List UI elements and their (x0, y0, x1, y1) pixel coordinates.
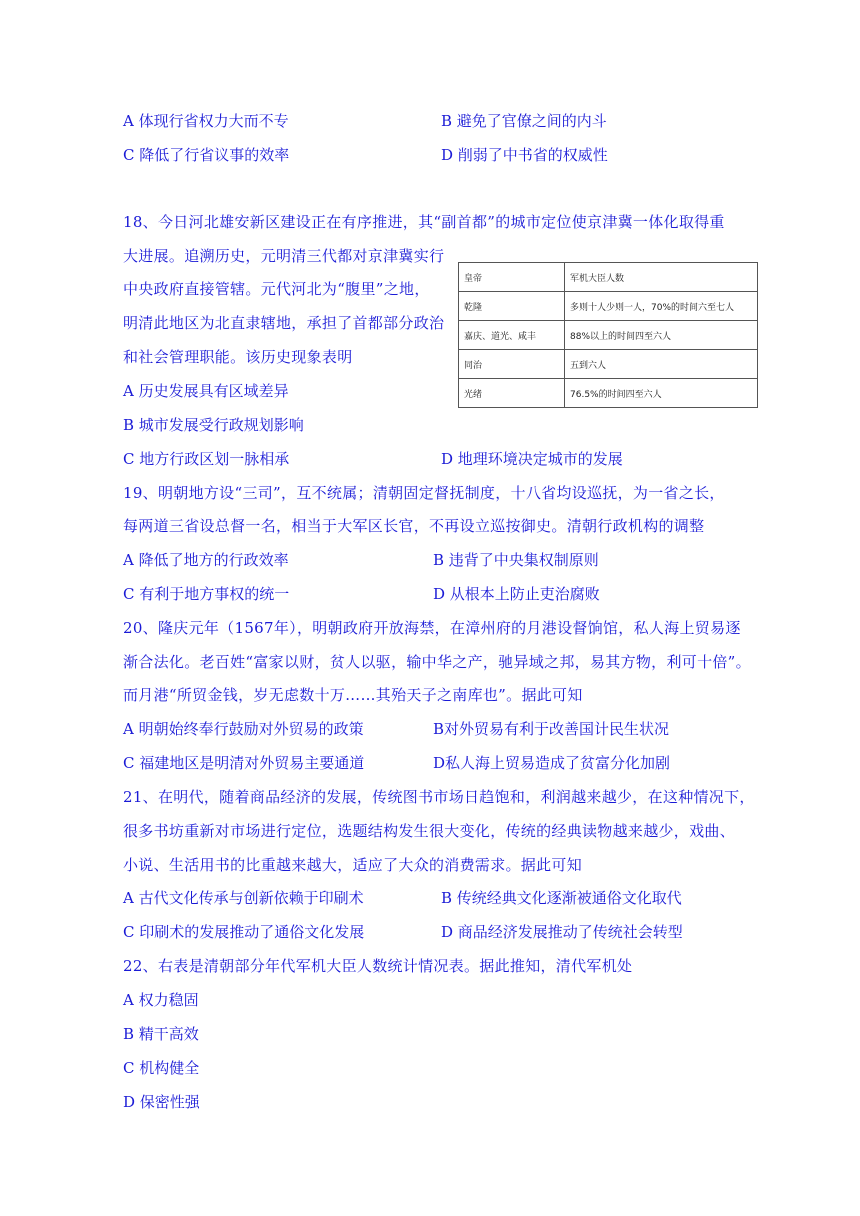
q18-stem-line-1: 18、今日河北雄安新区建设正在有序推进，其“副首都”的城市定位使京津冀一体化取得重 (123, 213, 725, 231)
q19-option-c: C 有利于地方事权的统一 (123, 585, 290, 603)
table-cell-emperor: 同治 (459, 350, 565, 379)
table-row (459, 321, 758, 350)
q18-option-d: D 地理环境决定城市的发展 (441, 450, 623, 468)
q17-option-c: C 降低了行省议事的效率 (123, 146, 290, 164)
q21-option-b: B 传统经典文化逐渐被通俗文化取代 (441, 889, 682, 907)
q17-option-a: A 体现行省权力大而不专 (123, 112, 289, 130)
q22-option-d: D 保密性强 (123, 1093, 200, 1111)
table-cell-count: 军机大臣人数 (565, 263, 758, 292)
q18-option-a: A 历史发展具有区域差异 (123, 382, 289, 400)
table-cell-count: 多则十人少则一人，70%的时间六至七人 (565, 292, 758, 321)
q21-stem-line-2: 很多书坊重新对市场进行定位，选题结构发生很大变化，传统的经典读物越来越少，戏曲、 (123, 822, 736, 840)
table-row (459, 379, 758, 408)
q18-option-c: C 地方行政区划一脉相承 (123, 450, 290, 468)
q20-option-b: B对外贸易有利于改善国计民生状况 (433, 720, 670, 738)
q17-option-b: B 避免了官僚之间的内斗 (441, 112, 607, 130)
q22-stem-line-1: 22、右表是清朝部分年代军机大臣人数统计情况表。据此推知，清代军机处 (123, 957, 633, 975)
q19-option-d: D 从根本上防止吏治腐败 (433, 585, 600, 603)
table-cell-count: 五到六人 (565, 350, 758, 379)
q21-option-d: D 商品经济发展推动了传统社会转型 (441, 923, 683, 941)
table-cell-emperor: 光绪 (459, 379, 565, 408)
table-row (459, 350, 758, 379)
q21-option-c: C 印刷术的发展推动了通俗文化发展 (123, 923, 365, 941)
q18-stem-line-3: 中央政府直接管辖。元代河北为“腹里”之地， (123, 280, 430, 298)
table-cell-emperor: 嘉庆、道光、咸丰 (459, 321, 565, 350)
q22-option-b: B 精干高效 (123, 1025, 199, 1043)
table-cell-count: 76.5%的时间四至六人 (565, 379, 758, 408)
q17-option-d: D 削弱了中书省的权威性 (441, 146, 608, 164)
q21-stem-line-1: 21、在明代，随着商品经济的发展，传统图书市场日趋饱和，利润越来越少，在这种情况下， (123, 788, 755, 806)
q21-option-a: A 古代文化传承与创新依赖于印刷术 (123, 889, 364, 907)
q19-option-a: A 降低了地方的行政效率 (123, 551, 289, 569)
table-cell-emperor: 乾隆 (459, 292, 565, 321)
q19-option-b: B 违背了中央集权制原则 (433, 551, 599, 569)
grand-council-table (458, 262, 758, 408)
table-cell-emperor: 皇帝 (459, 263, 565, 292)
q18-stem-line-4: 明清此地区为北直隶辖地，承担了首都部分政治 (123, 314, 445, 332)
q20-stem-line-1: 20、隆庆元年（1567年），明朝政府开放海禁，在漳州府的月港设督饷馆，私人海上贸易逐 (123, 619, 741, 637)
q20-option-d: D私人海上贸易造成了贫富分化加剧 (433, 754, 671, 772)
table-row (459, 263, 758, 292)
q20-stem-line-3: 而月港“所贸金钱，岁无虑数十万……其殆天子之南库也”。据此可知 (123, 686, 583, 704)
q20-stem-line-2: 渐合法化。老百姓“富家以财，贫人以驱，输中华之产，驰异域之邦，易其方物，利可十倍”。 (123, 653, 751, 671)
q21-stem-line-3: 小说、生活用书的比重越来越大，适应了大众的消费需求。据此可知 (123, 856, 583, 874)
q18-option-b: B 城市发展受行政规划影响 (123, 416, 304, 434)
q22-option-a: A 权力稳固 (123, 991, 199, 1009)
q22-option-c: C 机构健全 (123, 1059, 200, 1077)
table-row (459, 292, 758, 321)
q19-stem-line-1: 19、明朝地方设“三司”，互不统属；清朝固定督抚制度，十八省均设巡抚，为一省之长， (123, 484, 725, 502)
q18-stem-line-5: 和社会管理职能。该历史现象表明 (123, 348, 353, 366)
q18-stem-line-2: 大进展。追溯历史，元明清三代都对京津冀实行 (123, 247, 445, 265)
table-cell-count: 88%以上的时间四至六人 (565, 321, 758, 350)
q19-stem-line-2: 每两道三省设总督一名，相当于大军区长官，不再设立巡按御史。清朝行政机构的调整 (123, 517, 705, 535)
q20-option-a: A 明朝始终奉行鼓励对外贸易的政策 (123, 720, 364, 738)
q20-option-c: C 福建地区是明清对外贸易主要通道 (123, 754, 365, 772)
